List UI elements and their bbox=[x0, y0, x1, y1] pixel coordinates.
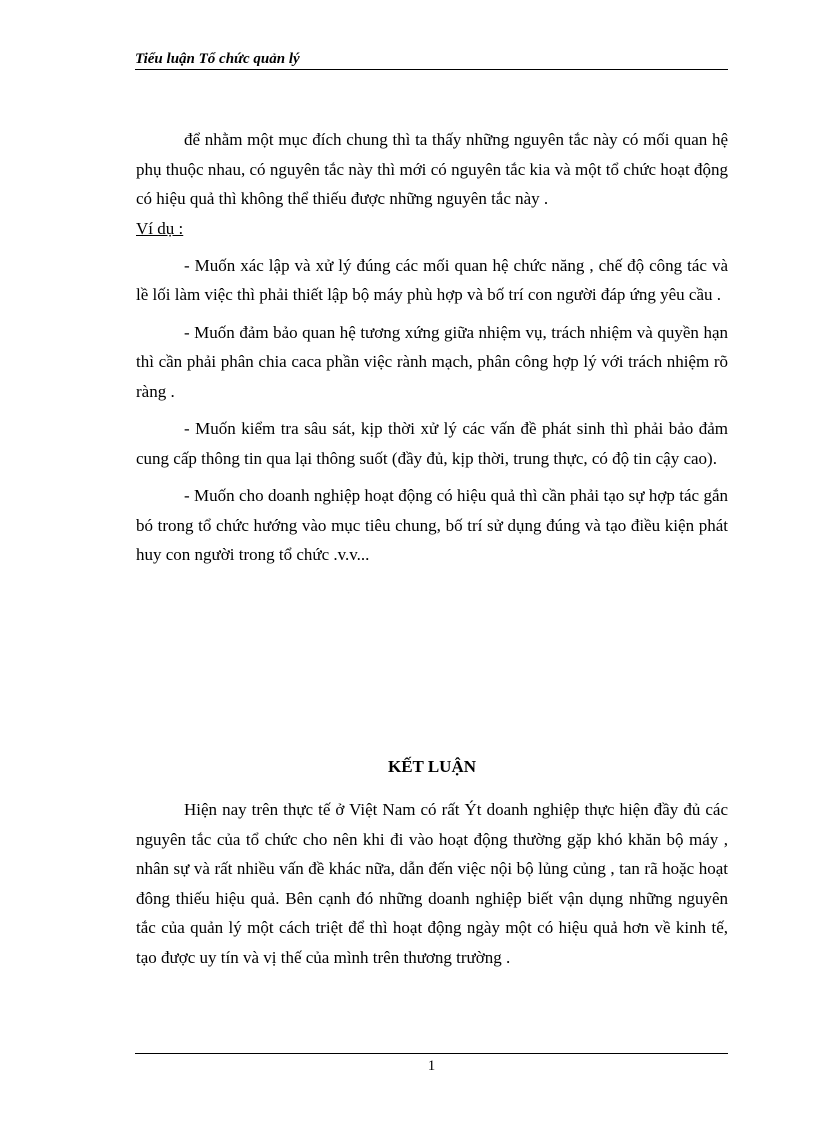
example-label: Ví dụ : bbox=[136, 218, 184, 238]
page-header bbox=[135, 50, 728, 70]
footer-divider bbox=[135, 1053, 728, 1054]
example-item: - Muốn đảm bảo quan hệ tương xứng giữa nhiệm vụ, trách nhiệm và quyền hạn thì cần phải phân chia caca phần việc rành mạch, phân công hợp lý với trách nhiệm rõ ràng . bbox=[136, 322, 728, 401]
example-item: - Muốn cho doanh nghiệp hoạt động có hiệu quả thì cần phải tạo sự hợp tác gắn bó trong tổ chức hướng vào mục tiêu chung, bố trí sử dụng đúng và tạo điều kiện phát huy con người trong tổ chức .v.v... bbox=[136, 486, 728, 564]
header-title: Tiểu luận Tổ chức quản lý bbox=[135, 51, 300, 67]
header-divider bbox=[135, 69, 728, 70]
intro-paragraph: để nhằm một mục đích chung thì ta thấy những nguyên tắc này có mối quan hệ phụ thuộc nhau, có nguyên tắc này thì mới có nguyên tắc kia và một tổ chức hoạt động có hiệu quả thì không thể thiếu được những nguyên tắc này . bbox=[136, 130, 728, 208]
example-item: - Muốn kiểm tra sâu sát, kịp thời xử lý các vấn đề phát sinh thì phải bảo đảm cung cấp thông tin qua lại thông suốt (đầy đủ, kịp thời, trung thực, có độ tin cậy cao). bbox=[136, 419, 728, 468]
conclusion-heading: KẾT LUẬN bbox=[387, 757, 476, 776]
main-content bbox=[136, 125, 728, 570]
page-number: 1 bbox=[427, 1058, 436, 1074]
conclusion-paragraph: Hiện nay trên thực tế ở Việt Nam có rất Ýt doanh nghiệp thực hiện đầy đủ các nguyên tắc của tổ chức cho nên khi đi vào hoạt động thường gặp khó khăn bộ máy , nhân sự và rất nhiều vấn đề khác nữa, dẫn đến việc nội bộ lủng củng , tan rã hoặc hoạt đông thiếu hiệu quả. Bên cạnh đó những doanh nghiệp biết vận dụng những nguyên tắc của quản lý một cách triệt để thì hoạt động ngày một có hiệu quả hơn về kinh tế, tạo được uy tín và vị thế của mình trên thương trường . bbox=[136, 800, 728, 967]
conclusion-section bbox=[136, 795, 728, 972]
example-item: - Muốn xác lập và xử lý đúng các mối quan hệ chức năng , chế độ công tác và lề lối làm việc thì phải thiết lập bộ máy phù hợp và bố trí con người đáp ứng yêu cầu . bbox=[136, 255, 728, 304]
